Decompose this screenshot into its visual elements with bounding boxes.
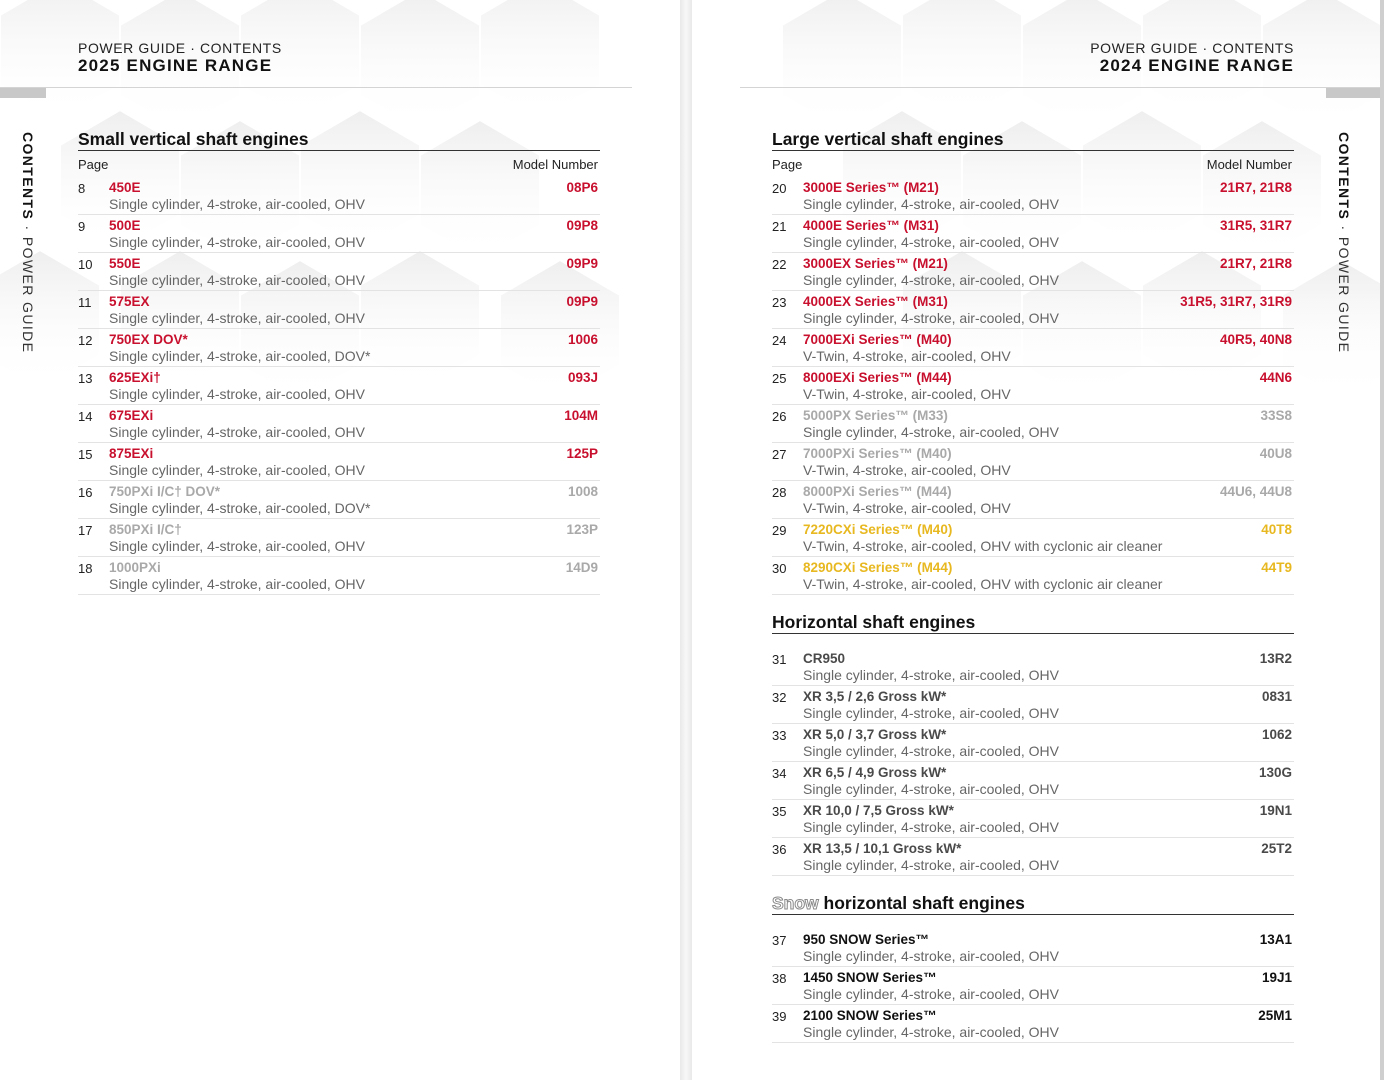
- engine-name: 575EX: [109, 294, 150, 309]
- engine-name: 7000PXi Series™ (M40): [803, 446, 952, 461]
- engine-list: [772, 929, 1294, 1043]
- engine-name: 675EXi: [109, 408, 154, 423]
- engine-entry[interactable]: [772, 215, 1294, 253]
- page-number: 12: [78, 333, 93, 348]
- engine-name: XR 10,0 / 7,5 Gross kW*: [803, 803, 954, 818]
- page-number: 35: [772, 804, 787, 819]
- engine-description: Single cylinder, 4-stroke, air-cooled, OHV: [803, 196, 1059, 212]
- engine-entry[interactable]: [78, 405, 600, 443]
- engine-name: XR 5,0 / 3,7 Gross kW*: [803, 727, 947, 742]
- engine-entry[interactable]: [772, 1005, 1294, 1043]
- engine-description: Single cylinder, 4-stroke, air-cooled, DOV*: [109, 500, 371, 516]
- engine-entry[interactable]: [78, 481, 600, 519]
- model-number: 19N1: [1259, 803, 1292, 818]
- page-number: 11: [78, 295, 92, 310]
- right-page: [692, 0, 1382, 1080]
- engine-entry[interactable]: [772, 291, 1294, 329]
- engine-name: 500E: [109, 218, 141, 233]
- engine-name: 7000EXi Series™ (M40): [803, 332, 952, 347]
- left-page: [0, 0, 680, 1080]
- engine-name: XR 13,5 / 10,1 Gross kW*: [803, 841, 962, 856]
- model-number: 19J1: [1261, 970, 1292, 985]
- snow-section: [772, 892, 1294, 1043]
- page-number: 31: [772, 652, 787, 667]
- engine-name: 875EXi: [109, 446, 154, 461]
- page-number: 13: [78, 371, 93, 386]
- page-number: 18: [78, 561, 93, 576]
- model-number: 44N6: [1259, 370, 1292, 385]
- header-subtitle: POWER GUIDE · CONTENTS: [78, 40, 282, 56]
- page-number: 39: [772, 1009, 787, 1024]
- engine-name: 8000PXi Series™ (M44): [803, 484, 952, 499]
- engine-list: [772, 177, 1294, 595]
- engine-entry[interactable]: [772, 686, 1294, 724]
- small-vertical-section: [78, 128, 600, 595]
- section-title: Horizontal shaft engines: [772, 611, 1294, 634]
- engine-name: 8290CXi Series™ (M44): [803, 560, 953, 575]
- engine-name: XR 3,5 / 2,6 Gross kW*: [803, 689, 947, 704]
- col-page-label: Page: [78, 157, 109, 172]
- page-number: 23: [772, 295, 787, 310]
- engine-description: V-Twin, 4-stroke, air-cooled, OHV: [803, 386, 1011, 402]
- page-number: 27: [772, 447, 787, 462]
- header-title: 2024 ENGINE RANGE: [1099, 56, 1294, 75]
- model-number: 09P8: [566, 218, 598, 233]
- col-page-label: Page: [772, 157, 803, 172]
- engine-description: V-Twin, 4-stroke, air-cooled, OHV: [803, 348, 1011, 364]
- engine-name: 625EXi†: [109, 370, 161, 385]
- engine-name: 950 SNOW Series™: [803, 932, 930, 947]
- engine-description: Single cylinder, 4-stroke, air-cooled, OHV: [803, 424, 1059, 440]
- engine-name: 4000E Series™ (M31): [803, 218, 939, 233]
- engine-description: Single cylinder, 4-stroke, air-cooled, OHV: [109, 462, 365, 478]
- engine-description: Single cylinder, 4-stroke, air-cooled, OHV: [109, 272, 365, 288]
- engine-entry[interactable]: [772, 253, 1294, 291]
- page-number: 36: [772, 842, 787, 857]
- engine-description: Single cylinder, 4-stroke, air-cooled, OHV: [109, 386, 365, 402]
- page-number: 9: [78, 219, 86, 234]
- page-number: 24: [772, 333, 787, 348]
- header-title: 2025 ENGINE RANGE: [78, 56, 273, 75]
- model-number: 1006: [567, 332, 598, 347]
- engine-name: 3000EX Series™ (M21): [803, 256, 948, 271]
- engine-entry[interactable]: [772, 405, 1294, 443]
- header-subtitle: POWER GUIDE · CONTENTS: [1090, 40, 1294, 56]
- engine-description: Single cylinder, 4-stroke, air-cooled, OHV: [803, 986, 1059, 1002]
- engine-name: 450E: [109, 180, 141, 195]
- engine-list: [78, 177, 600, 595]
- side-tab-marker: [0, 88, 46, 98]
- engine-entry[interactable]: [78, 519, 600, 557]
- page-number: 26: [772, 409, 787, 424]
- model-number: 14D9: [565, 560, 598, 575]
- model-number: 31R5, 31R7: [1219, 218, 1292, 233]
- engine-name: 3000E Series™ (M21): [803, 180, 939, 195]
- side-tab-label: CONTENTS · POWER GUIDE: [1336, 132, 1352, 354]
- side-tab-marker: [1326, 88, 1382, 98]
- engine-description: Single cylinder, 4-stroke, air-cooled, OHV: [109, 576, 365, 592]
- model-number: 40T8: [1261, 522, 1292, 537]
- engine-name: 1000PXi: [109, 560, 161, 575]
- model-number: 13A1: [1259, 932, 1292, 947]
- right-content: [772, 128, 1294, 1043]
- model-number: 08P6: [566, 180, 598, 195]
- section-title: Small vertical shaft engines: [78, 128, 600, 151]
- page-number: 16: [78, 485, 93, 500]
- section-title: Large vertical shaft engines: [772, 128, 1294, 151]
- page-number: 30: [772, 561, 787, 576]
- engine-entry[interactable]: [78, 253, 600, 291]
- page-number: 28: [772, 485, 787, 500]
- page-number: 21: [772, 219, 787, 234]
- section-title: Snow horizontal shaft engines: [772, 892, 1294, 915]
- page-number: 25: [772, 371, 787, 386]
- book-gutter: [680, 0, 692, 1080]
- engine-description: Single cylinder, 4-stroke, air-cooled, OHV: [109, 234, 365, 250]
- engine-entry[interactable]: [772, 800, 1294, 838]
- engine-name: XR 6,5 / 4,9 Gross kW*: [803, 765, 947, 780]
- page-number: 32: [772, 690, 787, 705]
- side-tab-label: CONTENTS · POWER GUIDE: [20, 132, 36, 354]
- engine-description: Single cylinder, 4-stroke, air-cooled, OHV: [803, 819, 1059, 835]
- engine-entry[interactable]: [772, 519, 1294, 557]
- large-vertical-section: [772, 128, 1294, 595]
- engine-description: V-Twin, 4-stroke, air-cooled, OHV: [803, 500, 1011, 516]
- engine-name: 750EX DOV*: [109, 332, 188, 347]
- page-number: 20: [772, 181, 787, 196]
- engine-entry[interactable]: [772, 967, 1294, 1005]
- engine-description: V-Twin, 4-stroke, air-cooled, OHV: [803, 462, 1011, 478]
- engine-name: 2100 SNOW Series™: [803, 1008, 937, 1023]
- engine-name: 1450 SNOW Series™: [803, 970, 937, 985]
- engine-description: Single cylinder, 4-stroke, air-cooled, OHV: [803, 781, 1059, 797]
- engine-name: CR950: [803, 651, 846, 666]
- model-number: 0831: [1261, 689, 1292, 704]
- engine-entry[interactable]: [78, 557, 600, 595]
- model-number: 21R7, 21R8: [1219, 256, 1292, 271]
- model-number: 33S8: [1260, 408, 1292, 423]
- model-number: 123P: [566, 522, 598, 537]
- model-number: 44U6, 44U8: [1219, 484, 1292, 499]
- engine-entry[interactable]: [78, 443, 600, 481]
- engine-entry[interactable]: [772, 724, 1294, 762]
- engine-entry[interactable]: [772, 177, 1294, 215]
- page-number: 8: [78, 181, 86, 196]
- model-number: 093J: [567, 370, 598, 385]
- header-divider: [0, 87, 632, 88]
- horizontal-section: [772, 611, 1294, 876]
- page-number: 22: [772, 257, 787, 272]
- page-number: 29: [772, 523, 787, 538]
- column-headers: [78, 151, 600, 177]
- engine-description: Single cylinder, 4-stroke, air-cooled, OHV: [803, 667, 1059, 683]
- page-number: 15: [78, 447, 93, 462]
- engine-entry[interactable]: [772, 929, 1294, 967]
- page-number: 10: [78, 257, 93, 272]
- page-edge: [1380, 0, 1384, 1080]
- engine-entry[interactable]: [78, 215, 600, 253]
- engine-description: Single cylinder, 4-stroke, air-cooled, OHV: [803, 948, 1059, 964]
- engine-entry[interactable]: [772, 557, 1294, 595]
- page-number: 33: [772, 728, 787, 743]
- model-number: 13R2: [1259, 651, 1292, 666]
- model-number: 104M: [564, 408, 598, 423]
- engine-description: Single cylinder, 4-stroke, air-cooled, OHV: [803, 234, 1059, 250]
- page-number: 17: [78, 523, 93, 538]
- engine-description: Single cylinder, 4-stroke, air-cooled, OHV: [109, 310, 365, 326]
- page-number: 38: [772, 971, 787, 986]
- model-number: 09P9: [566, 256, 598, 271]
- engine-name: 8000EXi Series™ (M44): [803, 370, 952, 385]
- model-number: 25T2: [1261, 841, 1292, 856]
- engine-description: Single cylinder, 4-stroke, air-cooled, OHV: [803, 857, 1059, 873]
- model-number: 09P9: [566, 294, 598, 309]
- column-headers: [772, 151, 1294, 177]
- model-number: 130G: [1258, 765, 1292, 780]
- model-number: 125P: [566, 446, 598, 461]
- engine-entry[interactable]: [772, 367, 1294, 405]
- engine-description: Single cylinder, 4-stroke, air-cooled, OHV: [803, 705, 1059, 721]
- engine-description: Single cylinder, 4-stroke, air-cooled, DOV*: [109, 348, 371, 364]
- model-number: 40U8: [1259, 446, 1292, 461]
- engine-description: Single cylinder, 4-stroke, air-cooled, OHV: [803, 310, 1059, 326]
- engine-name: 850PXi I/C†: [109, 522, 182, 537]
- engine-description: Single cylinder, 4-stroke, air-cooled, OHV: [803, 272, 1059, 288]
- engine-entry[interactable]: [772, 838, 1294, 876]
- engine-entry[interactable]: [78, 291, 600, 329]
- engine-name: 4000EX Series™ (M31): [803, 294, 948, 309]
- engine-entry[interactable]: [78, 367, 600, 405]
- snow-word-outline: Snow: [772, 893, 819, 913]
- model-number: 1008: [567, 484, 598, 499]
- engine-name: 5000PX Series™ (M33): [803, 408, 948, 423]
- model-number: 31R5, 31R7, 31R9: [1180, 294, 1292, 309]
- engine-description: Single cylinder, 4-stroke, air-cooled, OHV: [803, 1024, 1059, 1040]
- model-number: 25M1: [1258, 1008, 1292, 1023]
- engine-name: 750PXi I/C† DOV*: [109, 484, 221, 499]
- col-model-label: Model Number: [512, 157, 598, 172]
- engine-name: 550E: [109, 256, 141, 271]
- engine-name: 7220CXi Series™ (M40): [803, 522, 953, 537]
- engine-description: Single cylinder, 4-stroke, air-cooled, OHV: [109, 196, 365, 212]
- header-divider: [740, 87, 1382, 88]
- model-number: 1062: [1261, 727, 1292, 742]
- engine-entry[interactable]: [78, 329, 600, 367]
- page-number: 14: [78, 409, 93, 424]
- page-number: 34: [772, 766, 787, 781]
- engine-description: Single cylinder, 4-stroke, air-cooled, OHV: [109, 424, 365, 440]
- col-model-label: Model Number: [1206, 157, 1292, 172]
- engine-description: Single cylinder, 4-stroke, air-cooled, OHV: [803, 743, 1059, 759]
- engine-list: [772, 648, 1294, 876]
- engine-entry[interactable]: [772, 443, 1294, 481]
- engine-description: V-Twin, 4-stroke, air-cooled, OHV with cyclonic air cleaner: [803, 538, 1163, 554]
- page-header: [78, 40, 282, 76]
- page-number: 37: [772, 933, 787, 948]
- engine-entry[interactable]: [772, 648, 1294, 686]
- engine-description: V-Twin, 4-stroke, air-cooled, OHV with cyclonic air cleaner: [803, 576, 1163, 592]
- model-number: 44T9: [1261, 560, 1292, 575]
- engine-entry[interactable]: [772, 481, 1294, 519]
- page-header: [1090, 40, 1294, 76]
- engine-entry[interactable]: [772, 329, 1294, 367]
- engine-entry[interactable]: [78, 177, 600, 215]
- engine-entry[interactable]: [772, 762, 1294, 800]
- engine-description: Single cylinder, 4-stroke, air-cooled, OHV: [109, 538, 365, 554]
- model-number: 21R7, 21R8: [1219, 180, 1292, 195]
- model-number: 40R5, 40N8: [1219, 332, 1292, 347]
